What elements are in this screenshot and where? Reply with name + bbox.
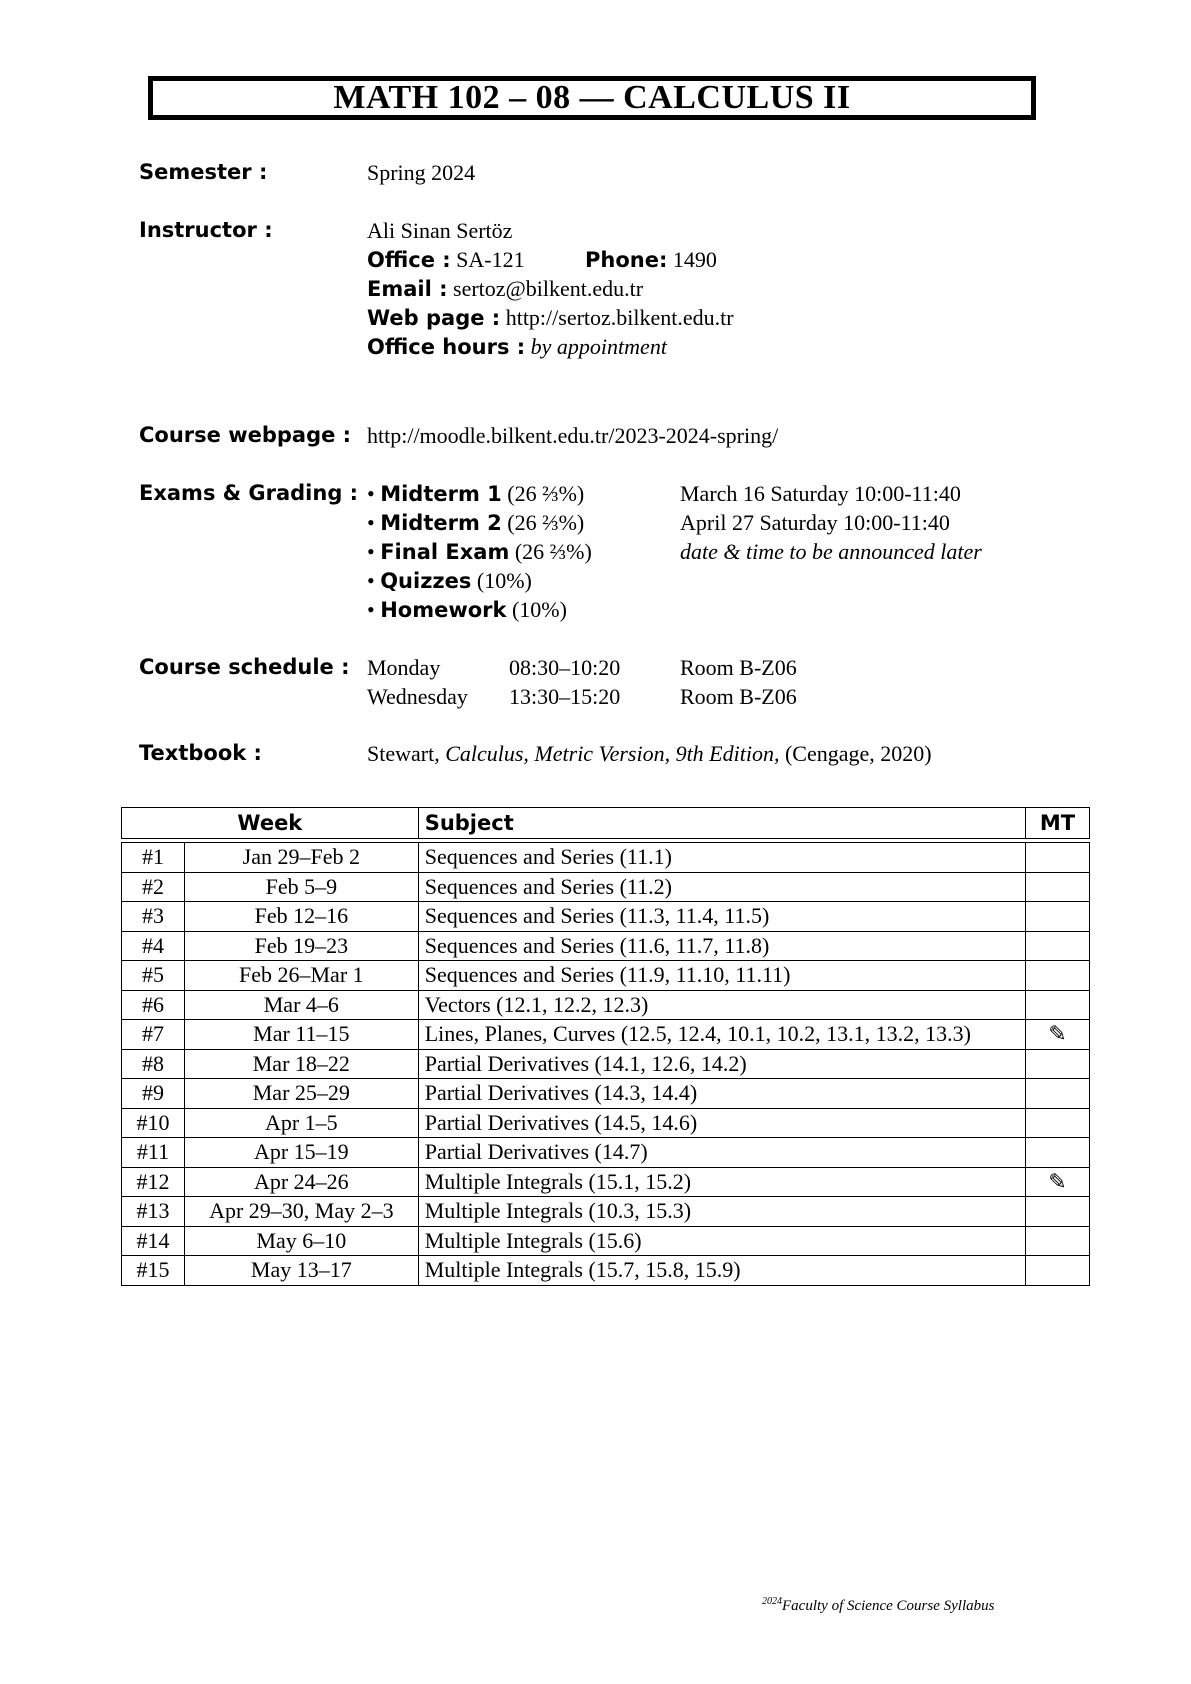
grading-item: • Final Exam (26 ⅔%)	[367, 539, 592, 564]
subject: Multiple Integrals (15.1, 15.2)	[418, 1167, 1025, 1197]
week-number: #10	[122, 1108, 185, 1138]
grading-item: • Midterm 1 (26 ⅔%)	[367, 481, 585, 506]
web-link[interactable]: http://sertoz.bilkent.edu.tr	[505, 305, 734, 330]
office-label: Office :	[367, 248, 451, 272]
midterm-marker	[1026, 872, 1090, 902]
instructor-name: Ali Sinan Sertöz	[367, 218, 513, 243]
table-row	[122, 931, 1090, 961]
hours-line	[367, 334, 667, 360]
subject: Vectors (12.1, 12.2, 12.3)	[418, 990, 1025, 1020]
course-webpage-link[interactable]: http://moodle.bilkent.edu.tr/2023-2024-spring/	[367, 423, 779, 448]
table-row	[122, 1079, 1090, 1109]
midterm-marker	[1026, 1226, 1090, 1256]
grading-date: April 27 Saturday 10:00-11:40	[680, 510, 950, 535]
subject: Sequences and Series (11.2)	[418, 872, 1025, 902]
textbook-title: Calculus, Metric Version, 9th Edition,	[445, 741, 780, 766]
week-dates: Feb 19–23	[184, 931, 418, 961]
table-row	[122, 902, 1090, 932]
schedule-room: Room B-Z06	[680, 684, 797, 709]
email-label: Email :	[367, 277, 448, 301]
subject: Partial Derivatives (14.3, 14.4)	[418, 1079, 1025, 1109]
page-title: MATH 102 – 08 — CALCULUS II	[333, 79, 851, 116]
table-row	[122, 872, 1090, 902]
phone-line	[585, 247, 717, 273]
grading-date: March 16 Saturday 10:00-11:40	[680, 481, 961, 506]
phone-value: 1490	[672, 247, 717, 272]
subject: Partial Derivatives (14.5, 14.6)	[418, 1108, 1025, 1138]
textbook-value	[367, 741, 932, 767]
week-number: #14	[122, 1226, 185, 1256]
schedule-day: Monday	[367, 655, 441, 680]
week-dates: Mar 4–6	[184, 990, 418, 1020]
week-number: #9	[122, 1079, 185, 1109]
week-number: #8	[122, 1049, 185, 1079]
footer-text: Faculty of Science Course Syllabus	[782, 1598, 995, 1614]
midterm-marker	[1026, 1256, 1090, 1286]
table-row	[122, 843, 1090, 873]
title-box	[148, 76, 1036, 120]
midterm-marker	[1026, 961, 1090, 991]
midterm-marker	[1026, 1079, 1090, 1109]
grading-item: • Midterm 2 (26 ⅔%)	[367, 510, 585, 535]
web-label: Web page :	[367, 306, 501, 330]
textbook-label: Textbook :	[139, 741, 262, 765]
midterm-marker	[1026, 1197, 1090, 1227]
subject: Lines, Planes, Curves (12.5, 12.4, 10.1, 10.2, 13.1, 13.2, 13.3)	[418, 1020, 1025, 1050]
subject: Sequences and Series (11.1)	[418, 843, 1025, 873]
table-row	[122, 961, 1090, 991]
week-number: #3	[122, 902, 185, 932]
footer	[762, 1596, 994, 1615]
subject: Multiple Integrals (10.3, 15.3)	[418, 1197, 1025, 1227]
week-dates: Apr 15–19	[184, 1138, 418, 1168]
week-dates: Mar 18–22	[184, 1049, 418, 1079]
week-dates: Apr 1–5	[184, 1108, 418, 1138]
midterm-marker	[1026, 1049, 1090, 1079]
week-number: #4	[122, 931, 185, 961]
schedule-table	[121, 807, 1090, 1286]
table-row	[122, 1256, 1090, 1286]
grading-label: Exams & Grading :	[139, 481, 359, 505]
subject: Multiple Integrals (15.6)	[418, 1226, 1025, 1256]
week-dates: Mar 11–15	[184, 1020, 418, 1050]
table-row	[122, 1197, 1090, 1227]
table-row	[122, 1049, 1090, 1079]
textbook-author: Stewart,	[367, 741, 440, 766]
week-number: #11	[122, 1138, 185, 1168]
hours-label: Office hours :	[367, 335, 526, 359]
week-number: #5	[122, 961, 185, 991]
grading-item: • Quizzes (10%)	[367, 568, 532, 593]
grading-item: • Homework (10%)	[367, 597, 567, 622]
header-mt: MT	[1026, 808, 1090, 839]
week-number: #12	[122, 1167, 185, 1197]
subject: Multiple Integrals (15.7, 15.8, 15.9)	[418, 1256, 1025, 1286]
header-week: Week	[122, 808, 419, 839]
table-row	[122, 1138, 1090, 1168]
week-dates: Feb 26–Mar 1	[184, 961, 418, 991]
midterm-marker	[1026, 902, 1090, 932]
week-dates: Feb 12–16	[184, 902, 418, 932]
midterm-marker	[1026, 1138, 1090, 1168]
week-dates: Mar 25–29	[184, 1079, 418, 1109]
midterm-marker	[1026, 990, 1090, 1020]
week-dates: Apr 24–26	[184, 1167, 418, 1197]
schedule-time: 13:30–15:20	[509, 684, 621, 709]
subject: Sequences and Series (11.6, 11.7, 11.8)	[418, 931, 1025, 961]
table-row	[122, 1167, 1090, 1197]
semester-value: Spring 2024	[367, 160, 476, 185]
midterm-marker	[1026, 931, 1090, 961]
subject: Sequences and Series (11.9, 11.10, 11.11)	[418, 961, 1025, 991]
email-line	[367, 276, 643, 302]
table-row	[122, 990, 1090, 1020]
week-number: #7	[122, 1020, 185, 1050]
office-value: SA-121	[456, 247, 525, 272]
week-number: #1	[122, 843, 185, 873]
table-row	[122, 1226, 1090, 1256]
email-value[interactable]: sertoz@bilkent.edu.tr	[453, 276, 644, 301]
office-line	[367, 247, 525, 273]
subject: Partial Derivatives (14.7)	[418, 1138, 1025, 1168]
table-row	[122, 1020, 1090, 1050]
week-dates: Feb 5–9	[184, 872, 418, 902]
subject: Partial Derivatives (14.1, 12.6, 14.2)	[418, 1049, 1025, 1079]
schedule-time: 08:30–10:20	[509, 655, 621, 680]
week-dates: May 6–10	[184, 1226, 418, 1256]
web-line	[367, 305, 734, 331]
week-dates: Apr 29–30, May 2–3	[184, 1197, 418, 1227]
grading-date: date & time to be announced later	[680, 539, 982, 564]
midterm-marker: ✎	[1026, 1020, 1090, 1050]
week-number: #15	[122, 1256, 185, 1286]
course-webpage-label: Course webpage :	[139, 423, 352, 447]
midterm-marker	[1026, 843, 1090, 873]
midterm-marker	[1026, 1108, 1090, 1138]
textbook-publisher: (Cengage, 2020)	[784, 741, 932, 766]
schedule-room: Room B-Z06	[680, 655, 797, 680]
footer-year: 2024	[762, 1596, 782, 1607]
instructor-label: Instructor :	[139, 218, 273, 242]
semester-label: Semester :	[139, 160, 268, 184]
schedule-day: Wednesday	[367, 684, 468, 709]
subject: Sequences and Series (11.3, 11.4, 11.5)	[418, 902, 1025, 932]
midterm-marker: ✎	[1026, 1167, 1090, 1197]
phone-label: Phone:	[585, 248, 668, 272]
header-subject: Subject	[418, 808, 1025, 839]
week-number: #13	[122, 1197, 185, 1227]
week-dates: Jan 29–Feb 2	[184, 843, 418, 873]
week-number: #6	[122, 990, 185, 1020]
schedule-label: Course schedule :	[139, 655, 350, 679]
week-dates: May 13–17	[184, 1256, 418, 1286]
table-row	[122, 1108, 1090, 1138]
week-number: #2	[122, 872, 185, 902]
hours-value: by appointment	[530, 334, 667, 359]
